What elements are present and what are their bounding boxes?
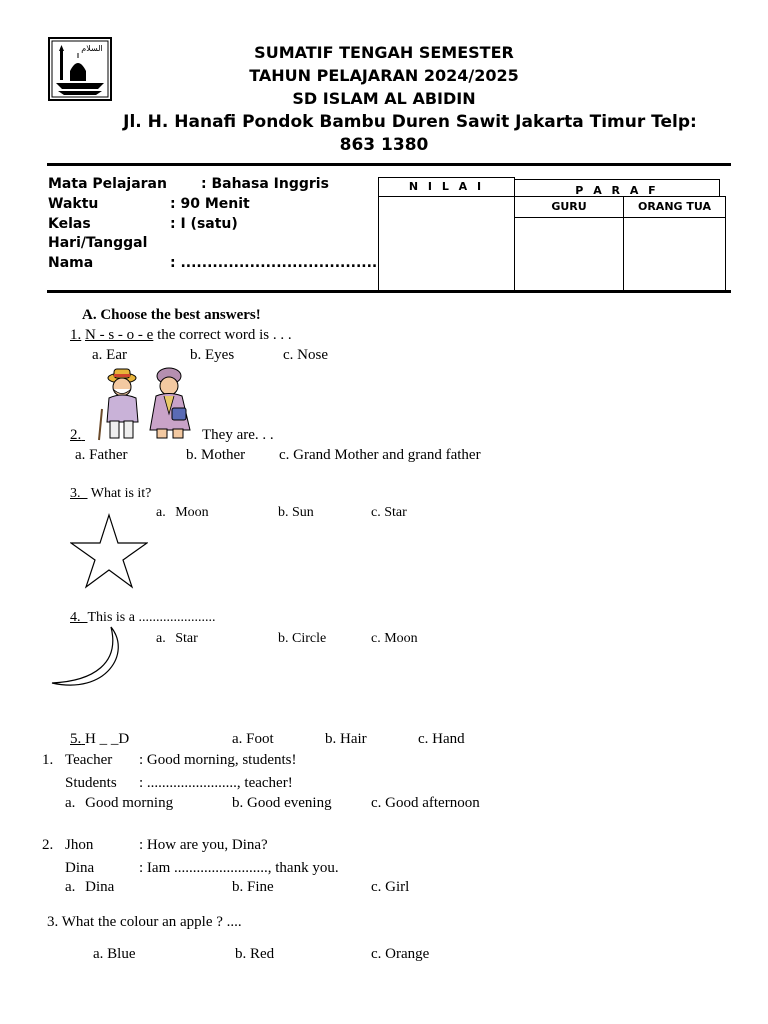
q4-option-b[interactable]: b. Circle xyxy=(278,631,327,646)
header-school: SD ISLAM AL ABIDIN xyxy=(292,89,476,108)
paraf-label: P A R A F xyxy=(575,184,659,197)
nilai-label: N I L A I xyxy=(408,180,485,193)
q1-line xyxy=(70,327,292,344)
d3-option-b[interactable]: b. Red xyxy=(235,946,275,962)
d1-option-a-text: Good morning xyxy=(85,795,174,811)
q5-line xyxy=(70,731,129,748)
q3-option-a[interactable] xyxy=(156,505,209,521)
guru-sign-box[interactable] xyxy=(514,217,624,291)
d2-speaker2: Dina xyxy=(65,860,95,876)
name-label: Nama xyxy=(48,255,94,271)
header-phone: 863 1380 xyxy=(339,135,429,155)
star-image xyxy=(70,513,148,589)
d1-option-a[interactable] xyxy=(65,795,173,812)
q1-option-b[interactable]: b. Eyes xyxy=(190,347,235,363)
q3-option-a-text: Moon xyxy=(175,505,209,520)
d2-option-c[interactable]: c. Girl xyxy=(371,879,410,895)
time-value: : 90 Menit xyxy=(170,196,250,212)
header-divider-top xyxy=(47,163,731,166)
orang-tua-label: ORANG TUA xyxy=(637,200,711,213)
q2-option-a[interactable]: a. Father xyxy=(75,447,128,463)
q1-text: the correct word is . . . xyxy=(157,327,292,343)
d1-option-c[interactable]: c. Good afternoon xyxy=(371,795,480,811)
name-value: : ..................................... xyxy=(170,255,378,271)
d2-option-a-text: Dina xyxy=(85,879,115,895)
subject-label: Mata Pelajaran xyxy=(48,176,167,192)
header-title: SUMATIF TENGAH SEMESTER xyxy=(254,43,514,62)
class-value: : I (satu) xyxy=(170,216,238,232)
d2-line1: : How are you, Dina? xyxy=(139,837,268,853)
q4-number: 4. xyxy=(70,610,81,625)
q2-option-c[interactable]: c. Grand Mother and grand father xyxy=(279,447,481,463)
q3-line xyxy=(70,486,151,502)
q4-option-a-text: Star xyxy=(175,631,198,646)
q1-number: 1. xyxy=(70,327,82,343)
q2-number-line xyxy=(70,427,103,444)
d1-speaker2: Students xyxy=(65,775,117,791)
orang-tua-sign-box[interactable] xyxy=(623,217,726,291)
q4-text: This is a ...................... xyxy=(87,610,216,625)
time-label: Waktu xyxy=(48,196,99,212)
q3-number: 3. xyxy=(70,486,81,501)
d3-option-a[interactable]: a. Blue xyxy=(93,946,136,962)
d3-option-c[interactable]: c. Orange xyxy=(371,946,430,962)
q5-number: 5. xyxy=(70,731,82,747)
d2-option-b[interactable]: b. Fine xyxy=(232,879,274,895)
q2-blank xyxy=(81,427,103,444)
q5-option-c[interactable]: c. Hand xyxy=(418,731,465,747)
section-a-title: A. Choose the best answers! xyxy=(82,307,261,323)
q1-prompt: N - s - o - e xyxy=(85,327,154,343)
logo-arabic-text: السلام xyxy=(81,44,103,53)
q2-option-b[interactable]: b. Mother xyxy=(186,447,246,463)
moon-image xyxy=(48,625,124,691)
guru-label: GURU xyxy=(551,200,587,213)
q3-option-c[interactable]: c. Star xyxy=(371,505,407,520)
d1-speaker1: Teacher xyxy=(65,752,113,768)
d1-option-a-letter: a. xyxy=(65,795,76,811)
d2-number: 2. xyxy=(42,837,54,853)
d2-option-a-letter: a. xyxy=(65,879,76,895)
class-label: Kelas xyxy=(48,216,91,232)
q5-text: H _ _D xyxy=(85,731,130,747)
subject-value: : Bahasa Inggris xyxy=(201,176,329,192)
q3-option-b[interactable]: b. Sun xyxy=(278,505,314,520)
date-label: Hari/Tanggal xyxy=(48,235,148,251)
header-divider-bottom xyxy=(47,290,731,293)
q2-text: They are. . . xyxy=(202,427,274,443)
q1-option-a[interactable]: a. Ear xyxy=(92,347,127,363)
d1-line2: : ........................, teacher! xyxy=(139,775,293,791)
d1-number: 1. xyxy=(42,752,54,768)
d1-line1: : Good morning, students! xyxy=(139,752,297,768)
q4-option-a-letter: a. xyxy=(156,631,166,646)
header-year: TAHUN PELAJARAN 2024/2025 xyxy=(249,66,519,85)
d1-option-b[interactable]: b. Good evening xyxy=(232,795,332,811)
q4-option-c[interactable]: c. Moon xyxy=(371,631,418,646)
q4-line xyxy=(70,610,215,626)
q5-option-a[interactable]: a. Foot xyxy=(232,731,274,747)
header-address: Jl. H. Hanafi Pondok Bambu Duren Sawit Jakarta Timur Telp: xyxy=(123,112,697,132)
q5-option-b[interactable]: b. Hair xyxy=(325,731,367,747)
d2-speaker1: Jhon xyxy=(65,837,94,853)
q3-option-a-letter: a. xyxy=(156,505,166,520)
q1-option-c[interactable]: c. Nose xyxy=(283,347,328,363)
q3-text: What is it? xyxy=(90,486,152,501)
grandparents-image xyxy=(94,364,200,442)
d3-question: 3. What the colour an apple ? .... xyxy=(47,914,242,930)
q4-option-a[interactable] xyxy=(156,631,198,647)
d2-option-a[interactable] xyxy=(65,879,114,896)
q2-number: 2. xyxy=(70,427,82,443)
d2-line2: : Iam ........................., thank you. xyxy=(139,860,339,876)
